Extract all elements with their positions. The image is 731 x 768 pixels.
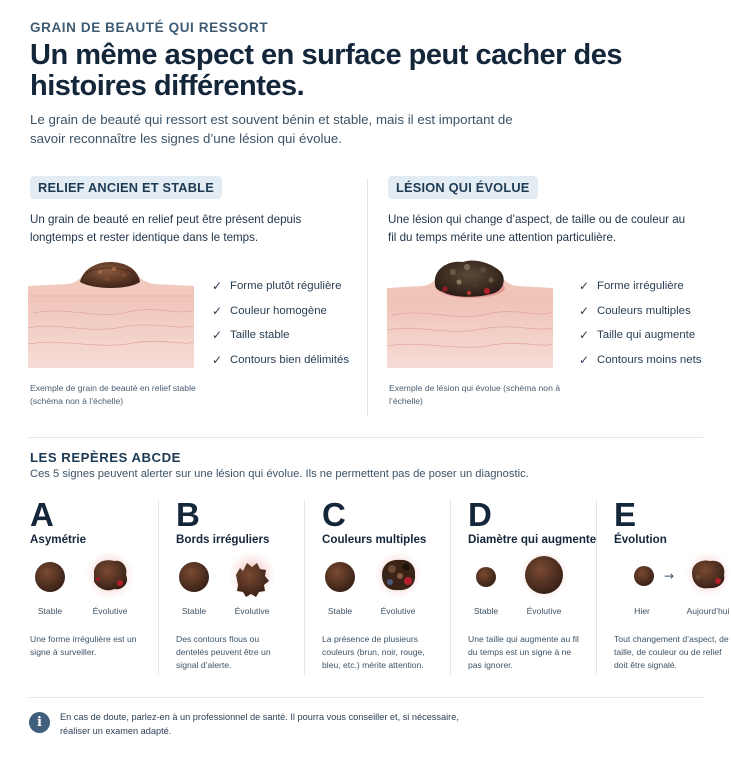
column-divider bbox=[367, 178, 368, 416]
stable-heading: RELIEF ANCIEN ET STABLE bbox=[30, 176, 222, 199]
evolving-heading: LÉSION QUI ÉVOLUE bbox=[388, 176, 538, 199]
evolving-section bbox=[388, 176, 718, 246]
item-description: La présence de plusieurs couleurs (brun, noir, rouge, bleu, etc.) mérite attention. bbox=[322, 634, 425, 670]
item-letter: B bbox=[176, 496, 200, 533]
evolution-illustration bbox=[610, 553, 731, 603]
item-letter: E bbox=[614, 496, 637, 533]
list-item bbox=[579, 323, 701, 348]
footer-text: En cas de doute, parlez-en à un professionnel de santé. Il pourra vous conseiller et, si nécessaire, réaliser un examen adapté. bbox=[60, 712, 459, 736]
section-divider bbox=[28, 437, 703, 438]
check-label: Couleur homogène bbox=[230, 304, 327, 317]
list-item bbox=[579, 274, 701, 299]
diameter-illustration bbox=[464, 553, 610, 603]
stable-checklist bbox=[212, 274, 349, 372]
item-title: Diamètre qui augmente bbox=[468, 533, 597, 546]
item-description: Tout changement d’aspect, de taille, de couleur ou de relief doit être signalé. bbox=[614, 634, 729, 670]
list-item bbox=[212, 274, 349, 299]
item-title: Couleurs multiples bbox=[322, 533, 427, 546]
check-icon: ✓ bbox=[212, 279, 223, 294]
check-icon: ✓ bbox=[579, 352, 590, 367]
list-item bbox=[579, 299, 701, 324]
check-label: Taille qui augmente bbox=[597, 329, 696, 342]
abcde-item-d bbox=[464, 496, 610, 686]
check-icon: ✓ bbox=[579, 303, 590, 318]
item-description: Une forme irrégulière est un signe à surveiller. bbox=[30, 634, 137, 657]
check-icon: ✓ bbox=[212, 352, 223, 367]
list-item bbox=[212, 299, 349, 324]
list-item bbox=[212, 323, 349, 348]
divider bbox=[304, 500, 305, 675]
left-label: Hier bbox=[634, 606, 650, 616]
abcde-item-a bbox=[26, 496, 172, 686]
right-label: Évolutive bbox=[380, 606, 416, 616]
item-title: Bords irréguliers bbox=[176, 533, 270, 546]
check-label: Taille stable bbox=[230, 329, 290, 342]
left-label: Stable bbox=[473, 606, 499, 616]
item-description: Des contours flous ou dentelés peuvent être un signal d’alerte. bbox=[176, 634, 271, 670]
left-label: Stable bbox=[327, 606, 353, 616]
abcde-subtitle: Ces 5 signes peuvent alerter sur une lésion qui évolue. Ils ne permettent pas de poser un diagnostic. bbox=[30, 468, 529, 480]
check-label: Couleurs multiples bbox=[597, 304, 691, 317]
stable-mole-illustration bbox=[28, 258, 194, 368]
multiple-colors-illustration bbox=[318, 553, 464, 603]
abcde-item-b bbox=[172, 496, 318, 686]
list-item bbox=[579, 348, 701, 373]
irregular-borders-illustration bbox=[172, 553, 318, 603]
check-icon: ✓ bbox=[579, 328, 590, 343]
evolving-checklist bbox=[579, 274, 701, 372]
evolving-lesion-illustration bbox=[387, 258, 553, 368]
stable-section bbox=[30, 176, 360, 246]
item-letter: D bbox=[468, 496, 492, 533]
left-label: Stable bbox=[37, 606, 63, 616]
right-label: Évolutive bbox=[234, 606, 270, 616]
abcde-grid bbox=[26, 496, 730, 686]
left-label: Stable bbox=[181, 606, 207, 616]
check-label: Contours bien délimités bbox=[230, 353, 350, 366]
abcde-item-c bbox=[318, 496, 464, 686]
item-description: Une taille qui augmente au fil du temps est un signe à ne pas ignorer. bbox=[468, 634, 579, 670]
check-icon: ✓ bbox=[212, 303, 223, 318]
divider bbox=[158, 500, 159, 675]
check-icon: ✓ bbox=[579, 279, 590, 294]
page-title: Un même aspect en surface peut cacher des histoires différentes. bbox=[30, 39, 622, 102]
eyebrow: GRAIN DE BEAUTÉ QUI RESSORT bbox=[30, 20, 269, 35]
intro-text: Le grain de beauté qui ressort est souvent bénin et stable, mais il est important de savoir reconnaître les signes d’une lésion qui évolue. bbox=[30, 112, 513, 146]
right-label: Aujourd’hui bbox=[686, 606, 730, 616]
check-label: Forme irrégulière bbox=[597, 280, 684, 293]
check-label: Contours moins nets bbox=[597, 353, 702, 366]
check-label: Forme plutôt régulière bbox=[230, 280, 342, 293]
evolving-caption: Exemple de lésion qui évolue (schéma non à l’échelle) bbox=[389, 383, 561, 406]
divider bbox=[596, 500, 597, 675]
stable-text: Un grain de beauté en relief peut être présent depuis longtemps et rester identique dans le temps. bbox=[30, 213, 302, 244]
right-label: Évolutive bbox=[92, 606, 128, 616]
item-letter: A bbox=[30, 496, 54, 533]
abcde-title: LES REPÈRES ABCDE bbox=[30, 450, 181, 465]
list-item bbox=[212, 348, 349, 373]
item-title: Évolution bbox=[614, 533, 667, 546]
footer-divider bbox=[28, 697, 703, 698]
stable-caption: Exemple de grain de beauté en relief stable (schéma non à l’échelle) bbox=[30, 383, 196, 406]
info-icon: i bbox=[29, 712, 50, 733]
check-icon: ✓ bbox=[212, 328, 223, 343]
item-letter: C bbox=[322, 496, 346, 533]
asymmetry-illustration bbox=[26, 553, 172, 603]
evolving-text: Une lésion qui change d’aspect, de taille ou de couleur au fil du temps mérite une attention particulière. bbox=[388, 213, 686, 244]
right-label: Évolutive bbox=[526, 606, 562, 616]
arrow-icon: → bbox=[664, 569, 675, 583]
divider bbox=[450, 500, 451, 675]
item-title: Asymétrie bbox=[30, 533, 87, 546]
abcde-item-e bbox=[610, 496, 731, 686]
